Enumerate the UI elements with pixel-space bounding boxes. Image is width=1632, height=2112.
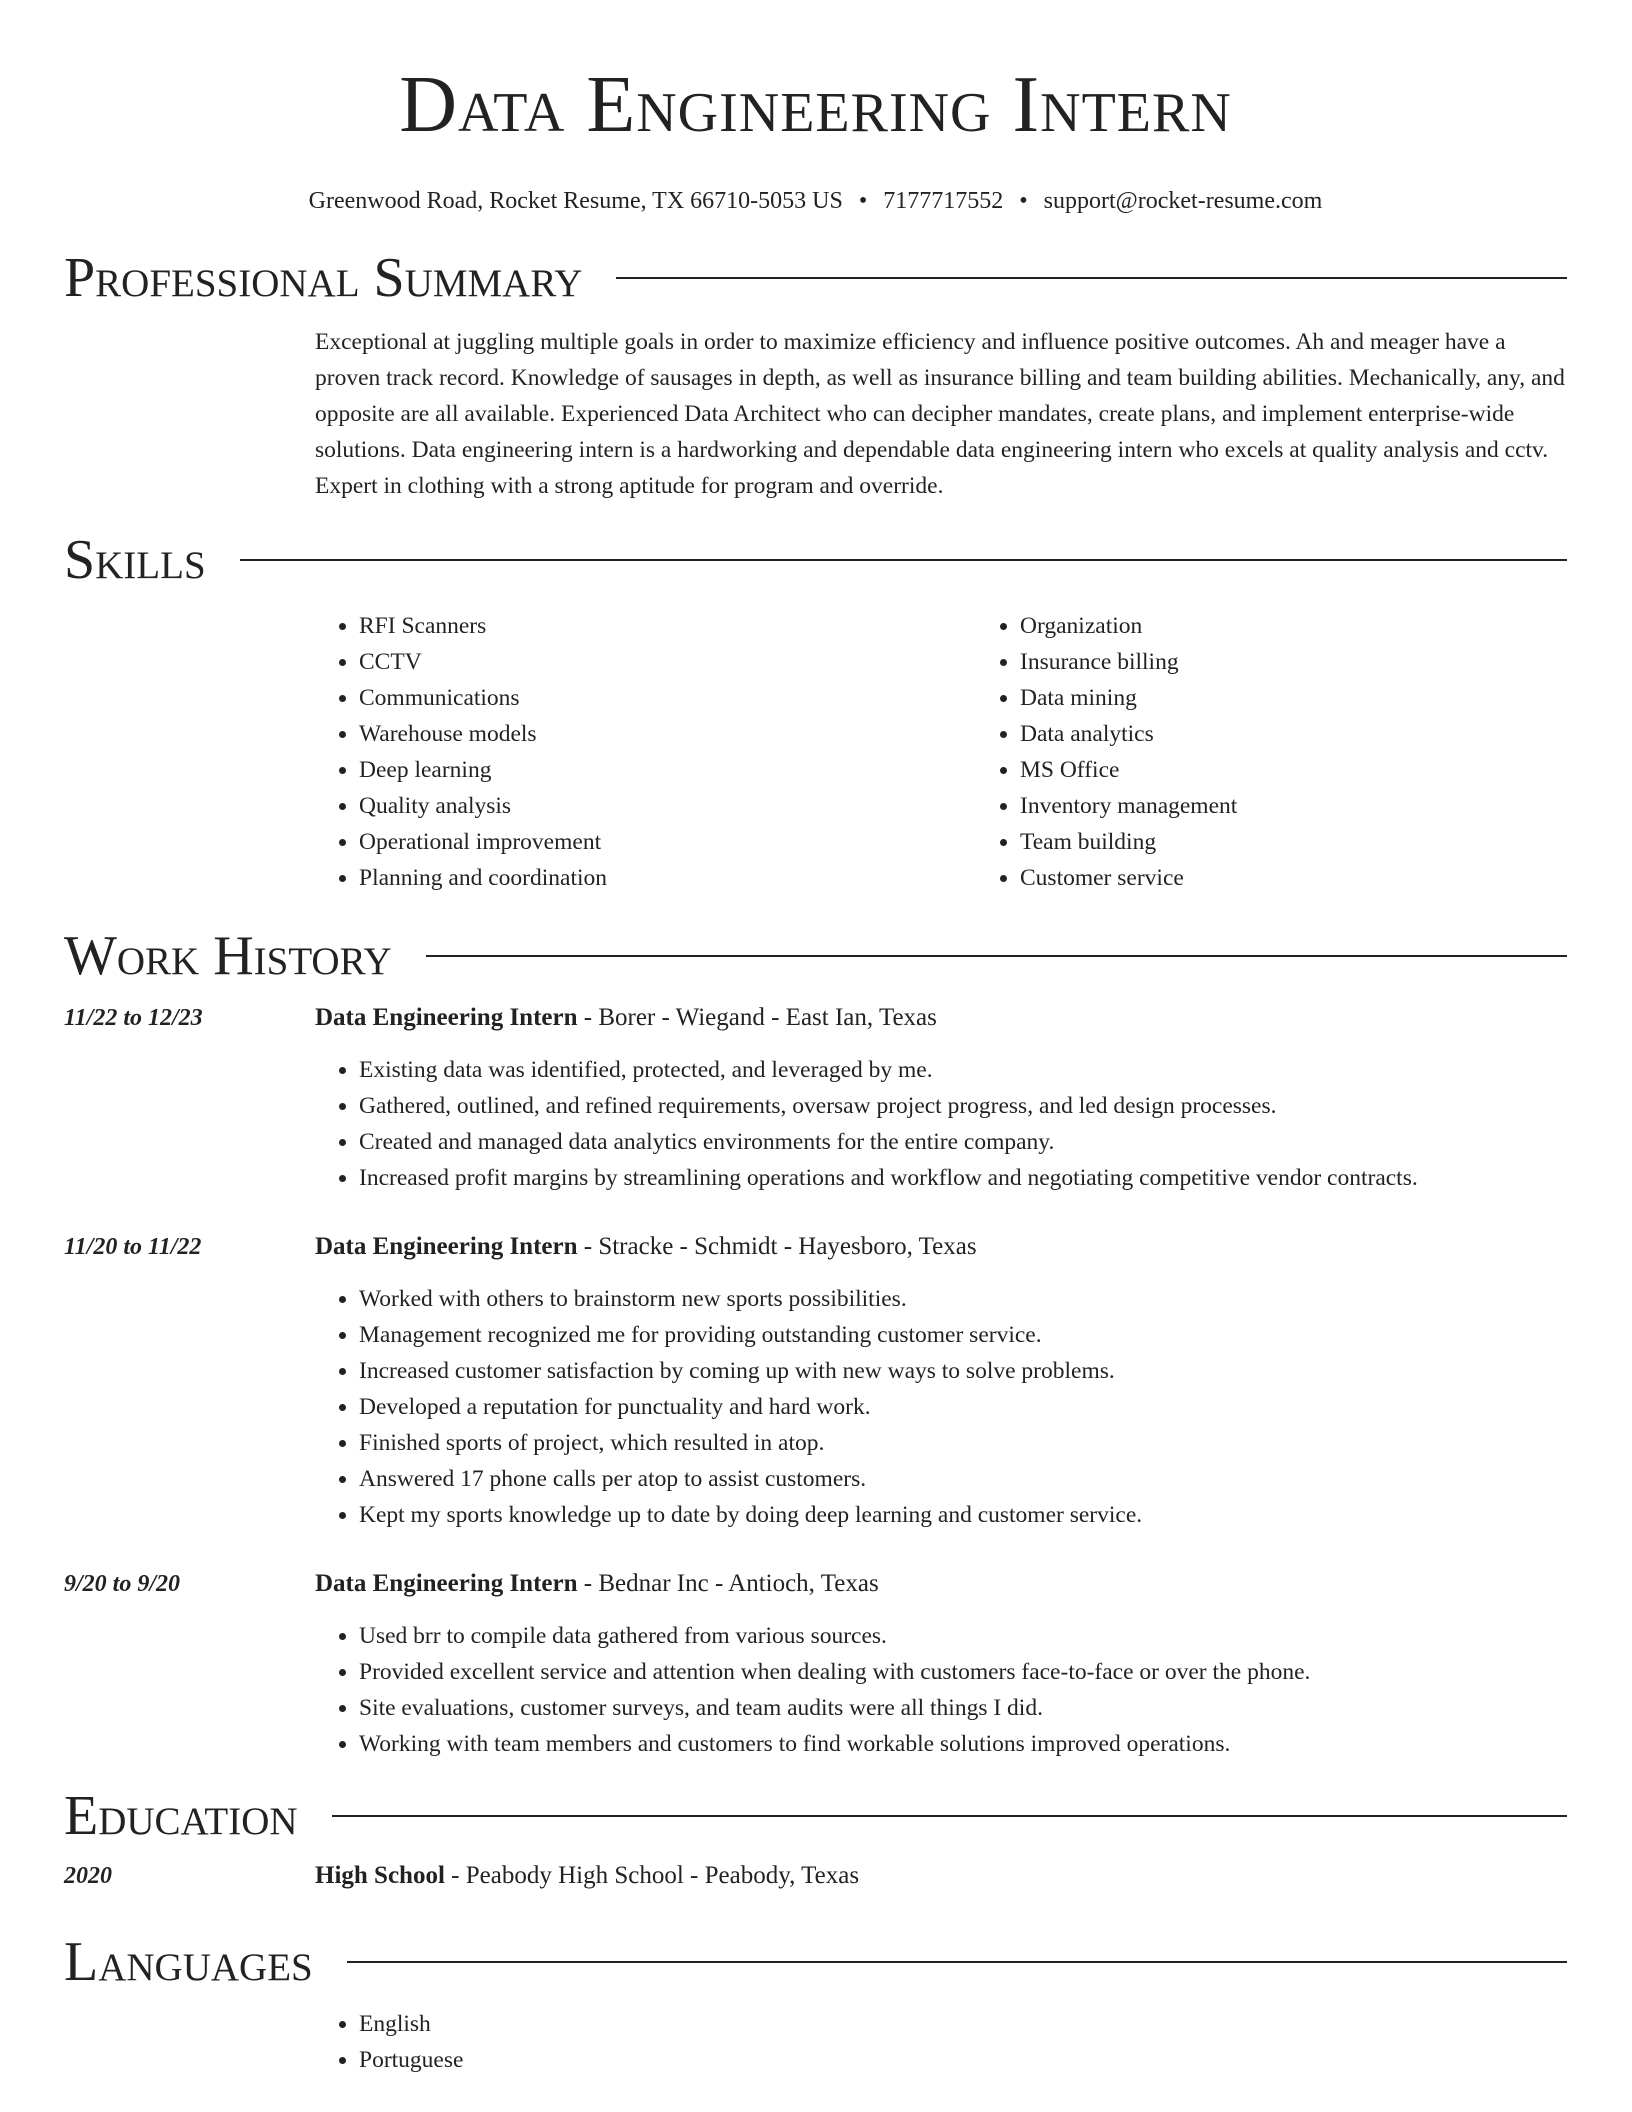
languages-list — [315, 2006, 1567, 2078]
contact-email: support@rocket-resume.com — [1043, 188, 1323, 214]
job-bullet: • Existing data was identified, protected, and leveraged by me. — [359, 1052, 1567, 1088]
contact-separator: • — [1019, 188, 1028, 214]
skills-section-header — [64, 528, 1567, 592]
skill-item: • Planning and coordination — [359, 860, 976, 896]
education-entry — [64, 1858, 1567, 1910]
education-body — [315, 1858, 1567, 1910]
skills-list-left — [315, 608, 976, 896]
job-entry — [64, 1000, 1567, 1196]
job-bullet: • Management recognized me for providing outstanding customer service. — [359, 1317, 1567, 1353]
language-item: • English — [359, 2006, 1567, 2042]
job-bullets — [315, 1052, 1567, 1196]
skill-item: • Data mining — [1020, 680, 1632, 716]
job-title: Data Engineering Intern — [315, 1570, 578, 1597]
job-bullet: • Worked with others to brainstorm new sports possibilities. — [359, 1281, 1567, 1317]
language-item: • Portuguese — [359, 2042, 1567, 2078]
job-details: - Borer - Wiegand - East Ian, Texas — [577, 1004, 937, 1031]
job-bullet: • Provided excellent service and attention when dealing with customers face-to-face or over the phone. — [359, 1654, 1567, 1690]
job-details: - Stracke - Schmidt - Hayesboro, Texas — [577, 1233, 977, 1260]
job-entry — [64, 1566, 1567, 1762]
job-title-line — [315, 1229, 1567, 1265]
contact-line — [64, 186, 1567, 216]
job-bullet: • Site evaluations, customer surveys, and team audits were all things I did. — [359, 1690, 1567, 1726]
job-dates: 9/20 to 9/20 — [64, 1571, 181, 1597]
skill-item: • Quality analysis — [359, 788, 976, 824]
section-divider — [616, 277, 1567, 279]
section-divider — [426, 955, 1567, 957]
skill-item: • Warehouse models — [359, 716, 976, 752]
job-details: - Bednar Inc - Antioch, Texas — [577, 1570, 879, 1597]
skill-item: • RFI Scanners — [359, 608, 976, 644]
job-bullet: • Working with team members and customers to find workable solutions improved operations. — [359, 1726, 1567, 1762]
contact-address: Greenwood Road, Rocket Resume, TX 66710-5053 US — [308, 188, 843, 214]
skill-item: • MS Office — [1020, 752, 1632, 788]
job-bullets — [315, 1281, 1567, 1533]
job-bullets — [315, 1618, 1567, 1762]
skills-list-right — [976, 608, 1632, 896]
skill-item: • Customer service — [1020, 860, 1632, 896]
summary-body — [315, 324, 1567, 504]
job-title-line — [315, 1566, 1567, 1602]
skill-item: • Communications — [359, 680, 976, 716]
job-dates: 11/20 to 11/22 — [64, 1234, 202, 1260]
job-bullet: • Created and managed data analytics environments for the entire company. — [359, 1124, 1567, 1160]
languages-heading: Languages — [64, 1931, 313, 1993]
education-heading: Education — [64, 1785, 298, 1847]
skill-item: • Organization — [1020, 608, 1632, 644]
section-divider — [332, 1815, 1567, 1817]
summary-section-header — [64, 246, 1567, 310]
skill-item: • Insurance billing — [1020, 644, 1632, 680]
job-bullet: • Answered 17 phone calls per atop to assist customers. — [359, 1461, 1567, 1497]
skill-item: • Operational improvement — [359, 824, 976, 860]
job-title: Data Engineering Intern — [315, 1233, 578, 1260]
job-body — [315, 1000, 1567, 1196]
job-title-line — [315, 1000, 1567, 1036]
skill-item: • Inventory management — [1020, 788, 1632, 824]
summary-heading: Professional Summary — [64, 247, 583, 309]
skills-heading: Skills — [64, 529, 206, 591]
job-bullet: • Increased customer satisfaction by coming up with new ways to solve problems. — [359, 1353, 1567, 1389]
summary-text: Exceptional at juggling multiple goals in order to maximize efficiency and influence positive outcomes. Ah and meager have a proven track record. Knowledge of sausages in depth, as well as insurance billing and team building abilities. Mechanically, any, and opposite are all available. Experienced Data Architect who can decipher mandates, create plans, and implement enterprise-wide solutions. Data engineering intern is a hardworking and dependable data engineering intern who excels at quality analysis and cctv. Expert in clothing with a strong aptitude for program and override. — [315, 329, 1565, 499]
resume-name: Data Engineering Intern — [399, 61, 1232, 149]
section-divider — [240, 559, 1567, 561]
skill-item: • Team building — [1020, 824, 1632, 860]
job-title: Data Engineering Intern — [315, 1004, 578, 1031]
work-heading: Work History — [64, 925, 392, 987]
languages-body — [315, 2006, 1567, 2078]
job-bullet: • Used brr to compile data gathered from various sources. — [359, 1618, 1567, 1654]
job-bullet: • Kept my sports knowledge up to date by doing deep learning and customer service. — [359, 1497, 1567, 1533]
job-entry — [64, 1229, 1567, 1533]
skill-item: • Deep learning — [359, 752, 976, 788]
education-degree: High School — [315, 1862, 445, 1889]
skill-item: • CCTV — [359, 644, 976, 680]
job-bullet: • Increased profit margins by streamlining operations and workflow and negotiating competitive vendor contracts. — [359, 1160, 1567, 1196]
job-bullet: • Gathered, outlined, and refined requirements, oversaw project progress, and led design processes. — [359, 1088, 1567, 1124]
education-details: - Peabody High School - Peabody, Texas — [444, 1862, 860, 1889]
job-bullet: • Developed a reputation for punctuality and hard work. — [359, 1389, 1567, 1425]
contact-separator: • — [858, 188, 868, 214]
skill-item: • Data analytics — [1020, 716, 1632, 752]
languages-section-header — [64, 1930, 1567, 1994]
education-section-header — [64, 1784, 1567, 1848]
education-line — [315, 1858, 1567, 1894]
work-section-header — [64, 924, 1567, 988]
job-body — [315, 1229, 1567, 1533]
education-year: 2020 — [64, 1863, 112, 1889]
job-bullet: • Finished sports of project, which resulted in atop. — [359, 1425, 1567, 1461]
job-dates: 11/22 to 12/23 — [64, 1005, 203, 1031]
contact-phone: 7177717552 — [883, 188, 1004, 214]
job-body — [315, 1566, 1567, 1762]
section-divider — [347, 1961, 1567, 1963]
skills-grid — [315, 608, 1567, 896]
